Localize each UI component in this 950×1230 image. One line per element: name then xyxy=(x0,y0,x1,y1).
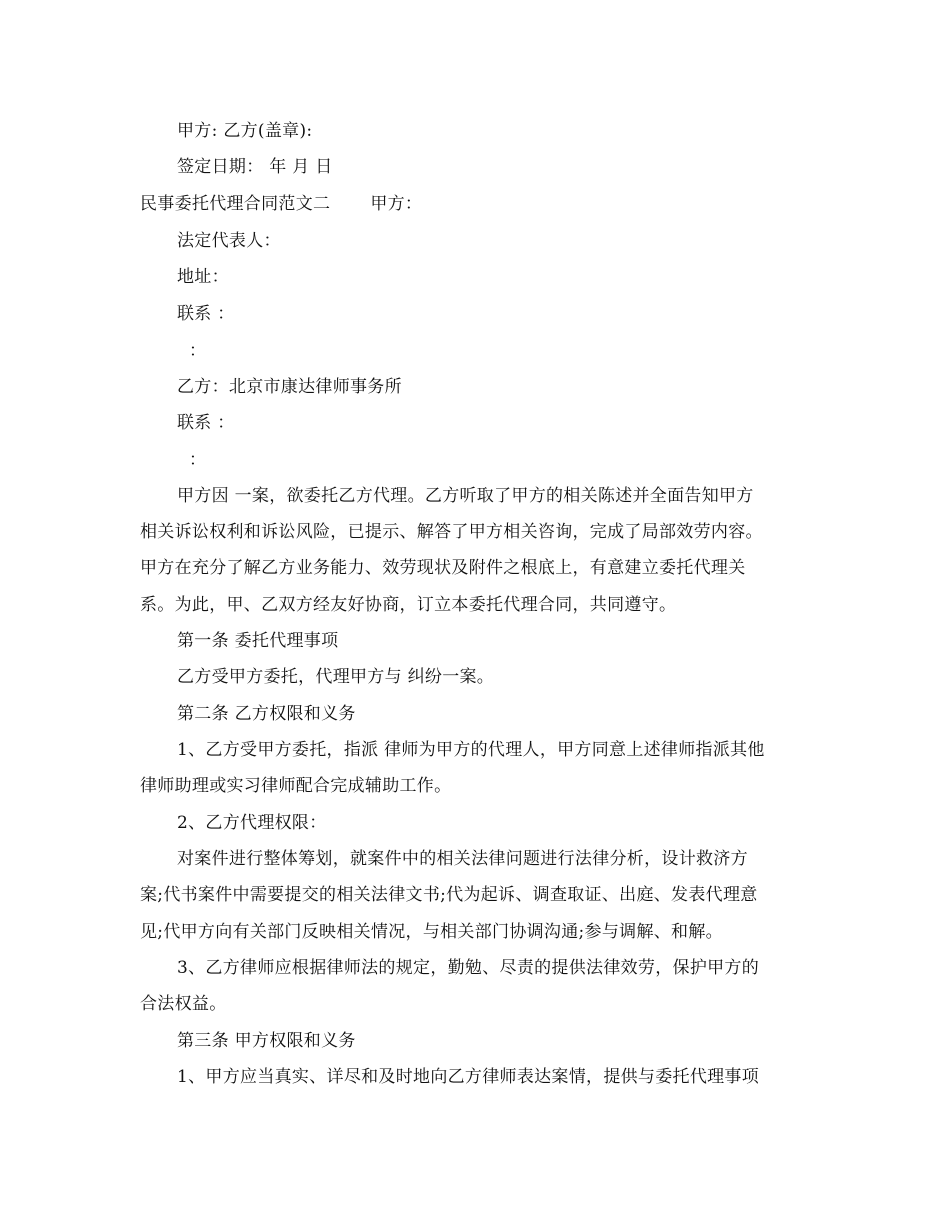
paragraph-line: 乙方受甲方委托，代理甲方与 纠纷一案。 xyxy=(177,667,495,687)
signing-date-line: 签定日期： 年 月 日 xyxy=(177,157,333,177)
section-heading-2: 第二条 乙方权限和义务 xyxy=(177,704,356,724)
contact-line-b: 联系 ： xyxy=(177,413,235,433)
paragraph-line: 合法权益。 xyxy=(140,994,227,1014)
paragraph-line: 案;代书案件中需要提交的相关法律文书;代为起诉、调查取证、出庭、发表代理意 xyxy=(140,885,758,905)
paragraph-line: 1、甲方应当真实、详尽和及时地向乙方律师表达案情，提供与委托代理事项 xyxy=(177,1067,760,1087)
address-line: 地址： xyxy=(177,267,229,287)
paragraph-line: 系。为此，甲、乙双方经友好协商，订立本委托代理合同，共同遵守。 xyxy=(140,595,677,615)
paragraph-line: 相关诉讼权利和诉讼风险，已提示、解答了甲方相关咨询，完成了局部效劳内容。 xyxy=(140,522,763,542)
legal-representative-line: 法定代表人： xyxy=(177,231,281,251)
contact-line-a: 联系 ： xyxy=(177,304,235,324)
paragraph-line: 甲方在充分了解乙方业务能力、效劳现状及附件之根底上，有意建立委托代理关 xyxy=(140,558,746,578)
contract-title-line xyxy=(140,193,422,215)
paragraph-line: 律师助理或实习律师配合完成辅助工作。 xyxy=(140,776,452,796)
contact-colon-a: ： xyxy=(189,341,207,361)
paragraph-line: 3、乙方律师应根据律师法的规定，勤勉、尽责的提供法律效劳，保护甲方的 xyxy=(177,958,760,978)
section-heading-1: 第一条 委托代理事项 xyxy=(177,631,339,651)
section-heading-3: 第三条 甲方权限和义务 xyxy=(177,1031,356,1051)
party-a-label: 甲方： xyxy=(370,194,423,214)
paragraph-line: 见;代甲方向有关部门反映相关情况，与相关部门协调沟通;参与调解、和解。 xyxy=(140,922,723,942)
contract-title: 民事委托代理合同范文二 xyxy=(140,194,331,214)
contact-colon-b: ： xyxy=(189,450,207,470)
signature-line: 甲方: 乙方(盖章): xyxy=(177,121,313,141)
paragraph-line: 甲方因 一案，欲委托乙方代理。乙方听取了甲方的相关陈述并全面告知甲方 xyxy=(177,486,754,506)
party-b-line: 乙方：北京市康达律师事务所 xyxy=(177,377,402,397)
paragraph-line: 对案件进行整体筹划，就案件中的相关法律问题进行法律分析，设计救济方 xyxy=(177,849,748,869)
paragraph-line: 2、乙方代理权限： xyxy=(177,813,327,833)
paragraph-line: 1、乙方受甲方委托，指派 律师为甲方的代理人，甲方同意上述律师指派其他 xyxy=(177,740,765,760)
